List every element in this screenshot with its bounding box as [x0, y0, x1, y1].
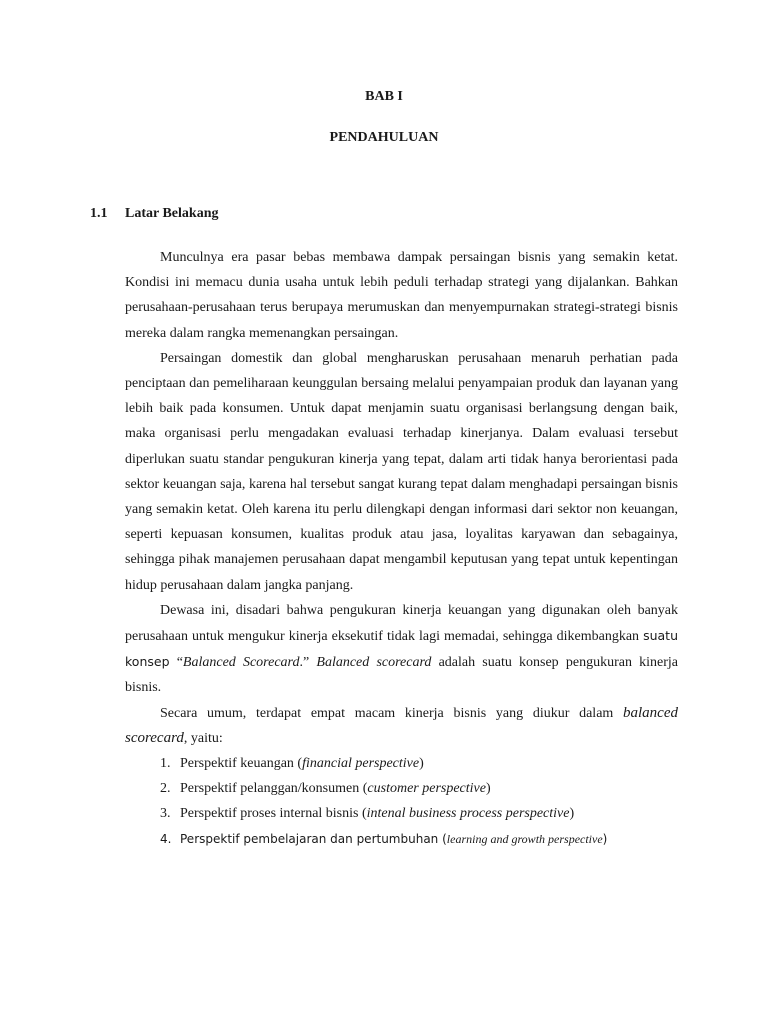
term-balanced-scorecard-1: Balanced Scorecard [182, 655, 300, 671]
list-item-number: 3. [160, 806, 171, 822]
term-balanced-scorecard-2: Balanced scorecard [316, 655, 432, 671]
list-item-number: 4. [160, 831, 172, 846]
list-item [160, 751, 678, 776]
list-item-text: Perspektif pelanggan/konsumen ( [180, 781, 368, 797]
list-item-term: learning and growth perspective [446, 831, 603, 846]
perspective-list [160, 751, 678, 852]
paragraph-3-text-c: adalah suatu konsep pengukuran kinerja bisnis. [125, 655, 678, 696]
list-item-term: intenal business process perspective [366, 806, 570, 822]
paragraph-2: Persaingan domestik dan global mengharuskan perusahaan menaruh perhatian pada penciptaan dan pemeliharaan keunggulan bersaing melalui penyampaian produk dan layanan yang lebih baik pada konsumen. Untuk dapat menjamin suatu organisasi berlangsung dengan baik, maka organisasi perlu mengadakan evaluasi terhadap kinerjanya. Dalam evaluasi tersebut diperlukan suatu standar pengukuran kinerja yang tepat, dalam arti tidak hanya berorientasi pada sektor keuangan saja, karena hal tersebut sangat kurang tepat dalam menghadapi persaingan bisnis yang semakin ketat. Oleh karena itu perlu dilengkapi dengan informasi dari sektor non keuangan, seperti kepuasan konsumen, kualitas produk atau jasa, loyalitas karyawan dan sebagainya, sehingga pihak manajemen perusahaan dapat mengambil keputusan yang tepat untuk kepentingan hidup perusahaan dalam jangka panjang. [125, 350, 678, 593]
list-item-number: 1. [160, 756, 171, 772]
list-item [160, 776, 678, 801]
list-item-text: Perspektif keuangan ( [180, 756, 303, 772]
paragraph-4-text-b: , yaitu: [183, 730, 223, 746]
chapter-number: BAB I [365, 89, 403, 104]
chapter-title: PENDAHULUAN [329, 130, 439, 145]
body-text [125, 245, 678, 852]
paragraph-3-quote-close: .” [299, 655, 317, 671]
paragraph-4 [125, 701, 678, 751]
list-item-text: Perspektif pembelajaran dan pertumbuhan ( [180, 831, 447, 846]
paragraph-3-quote-open: “ [169, 655, 183, 671]
paragraph-3 [125, 598, 678, 701]
paragraph-4-text-a: Secara umum, terdapat empat macam kinerja bisnis yang diukur dalam [160, 705, 624, 721]
section-heading [90, 206, 218, 222]
list-item-term: customer perspective [367, 781, 486, 797]
list-item-number: 2. [160, 781, 171, 797]
paragraph-3-text-b: suatu konsep [125, 628, 678, 670]
section-number: 1.1 [90, 206, 108, 221]
list-item-text: Perspektif proses internal bisnis ( [180, 806, 367, 822]
paragraph-1: Munculnya era pasar bebas membawa dampak persaingan bisnis yang semakin ketat. Kondisi ini memacu dunia usaha untuk lebih peduli terhadap strategi yang dijalankan. Bahkan perusahaan-perusahaan terus berupaya merumuskan dan menyempurnakan strategi-strategi bisnis mereka dalam rangka memenangkan persaingan. [125, 250, 678, 341]
paragraph-3-text-a: Dewasa ini, disadari bahwa pengukuran kinerja keuangan yang digunakan oleh banyak perusahaan untuk mengukur kinerja eksekutif tidak lagi memadai, sehingga dikembangkan [125, 602, 678, 645]
list-item [160, 827, 678, 852]
list-item-close: ) [569, 806, 575, 822]
list-item-close: ) [602, 831, 608, 846]
term-balanced-scorecard-3: balanced scorecard [125, 704, 678, 746]
list-item-term: financial perspective [302, 756, 420, 772]
list-item [160, 801, 678, 826]
list-item-close: ) [419, 756, 424, 772]
section-title: Latar Belakang [125, 206, 219, 221]
list-item-close: ) [485, 781, 491, 797]
